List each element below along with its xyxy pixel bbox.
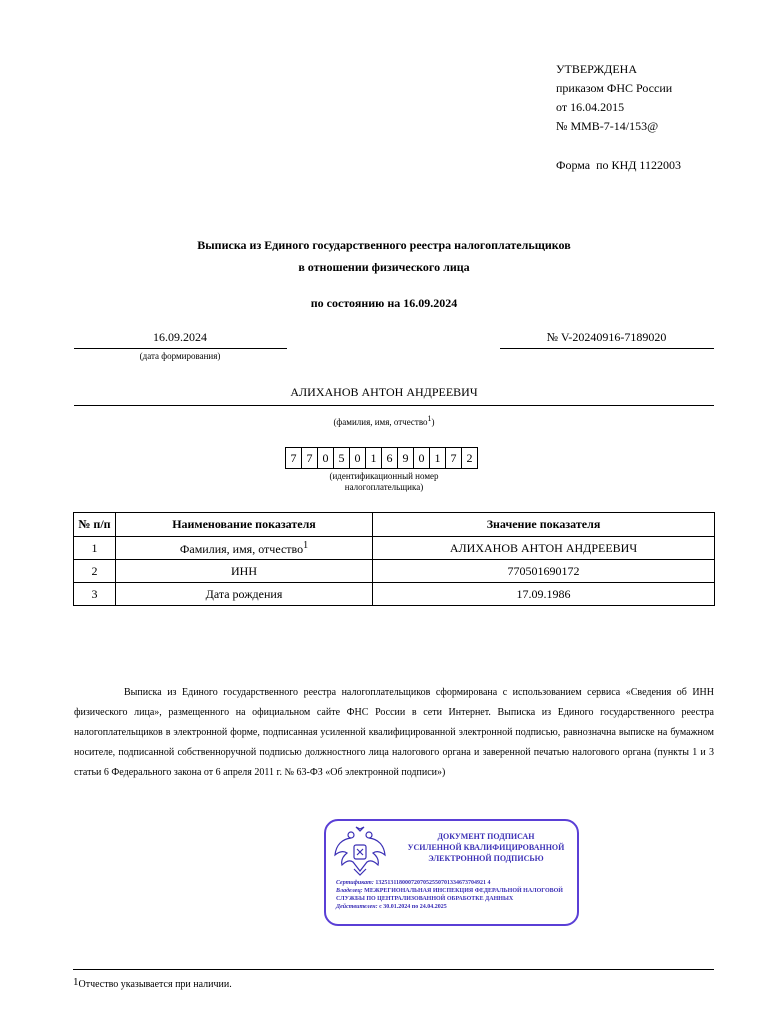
footnote-ref: 1 bbox=[303, 539, 309, 551]
column-header-value: Значение показателя bbox=[373, 513, 715, 537]
approval-line: № ММВ-7-14/153@ bbox=[556, 119, 659, 133]
person-full-name: АЛИХАНОВ АНТОН АНДРЕЕВИЧ bbox=[290, 385, 478, 399]
form-code: Форма по КНД 1122003 bbox=[556, 158, 681, 172]
footnote bbox=[73, 976, 232, 990]
approval-line: приказом ФНС России bbox=[556, 81, 673, 95]
divider bbox=[74, 405, 714, 406]
validity-row bbox=[336, 903, 576, 911]
stamp-title-line: УСИЛЕННОЙ КВАЛИФИЦИРОВАННОЙ bbox=[407, 843, 565, 852]
owner-label: Владелец: bbox=[336, 888, 363, 894]
column-header-name: Наименование показателя bbox=[116, 513, 373, 537]
legal-paragraph: Выписка из Единого государственного реестра налогоплательщиков сформирована с использованием сервиса «Сведения об ИНН физического лица», размещенного на официальном сайте ФНС России в сети Интернет. Выписка из Единого государственного реестра налогоплательщиков в электронной форме, подписанная усиленной квалифицированной электронной подписью, равнозначна выписке на бумажном носителе, подписанной собственноручной подписью должностного лица налогового органа и заверенной печатью налогового органа (пункты 1 и 3 статьи 6 Федерального закона от 6 апреля 2011 г. № 63-ФЗ «Об электронной подписи») bbox=[74, 687, 714, 778]
document-title-line2: в отношении физического лица bbox=[298, 260, 470, 274]
stamp-details bbox=[336, 879, 576, 911]
owner-value: МЕЖРЕГИОНАЛЬНАЯ ИНСПЕКЦИЯ ФЕДЕРАЛЬНОЙ НАЛОГОВОЙ СЛУЖБЫ ПО ЦЕНТРАЛИЗОВАННОЙ ОБРАБОТКЕ ДАННЫХ bbox=[336, 888, 563, 902]
validity-label: Действителен: bbox=[336, 904, 378, 910]
inn-digit: 7 bbox=[445, 447, 462, 469]
inn-digit: 1 bbox=[365, 447, 382, 469]
footnote-divider bbox=[73, 969, 714, 970]
row-value: АЛИХАНОВ АНТОН АНДРЕЕВИЧ bbox=[373, 537, 715, 560]
inn-caption-line: налогоплательщика) bbox=[344, 482, 424, 492]
formation-date: 16.09.2024 bbox=[153, 330, 207, 344]
row-name: ИНН bbox=[116, 560, 373, 583]
divider bbox=[74, 348, 287, 349]
inn-digit: 9 bbox=[397, 447, 414, 469]
certificate-value: 1325131180007207052550701334673704921 4 bbox=[375, 880, 491, 886]
divider bbox=[500, 348, 714, 349]
inn-digit-boxes bbox=[286, 447, 478, 469]
table-row bbox=[74, 537, 715, 560]
approval-line: от 16.04.2015 bbox=[556, 100, 625, 114]
indicators-table bbox=[73, 512, 715, 606]
owner-row bbox=[336, 887, 576, 903]
row-name bbox=[116, 537, 373, 560]
inn-digit: 7 bbox=[301, 447, 318, 469]
table-header-row bbox=[74, 513, 715, 537]
certificate-row bbox=[336, 879, 576, 887]
row-number: 1 bbox=[74, 537, 116, 560]
inn-digit: 0 bbox=[413, 447, 430, 469]
row-name: Дата рождения bbox=[116, 583, 373, 606]
table-row bbox=[74, 560, 715, 583]
table-row bbox=[74, 583, 715, 606]
inn-digit: 6 bbox=[381, 447, 398, 469]
row-number: 3 bbox=[74, 583, 116, 606]
e-signature-stamp bbox=[324, 819, 579, 926]
formation-date-caption: (дата формирования) bbox=[139, 351, 221, 361]
stamp-title bbox=[396, 831, 576, 864]
validity-value: с 30.01.2024 по 24.04.2025 bbox=[379, 904, 447, 910]
row-number: 2 bbox=[74, 560, 116, 583]
certificate-label: Сертификат: bbox=[336, 880, 374, 886]
inn-digit: 5 bbox=[333, 447, 350, 469]
approval-block bbox=[556, 60, 672, 136]
caption-text: (фамилия, имя, отчество bbox=[333, 417, 428, 427]
footnote-marker: 1 bbox=[73, 976, 79, 988]
row-value: 770501690172 bbox=[373, 560, 715, 583]
row-value: 17.09.1986 bbox=[373, 583, 715, 606]
stamp-title-line: ЭЛЕКТРОННОЙ ПОДПИСЬЮ bbox=[428, 854, 544, 863]
inn-digit: 1 bbox=[429, 447, 446, 469]
document-number: № V-20240916-7189020 bbox=[546, 330, 667, 344]
coat-of-arms-icon bbox=[332, 825, 388, 882]
inn-digit: 2 bbox=[461, 447, 478, 469]
approval-line: УТВЕРЖДЕНА bbox=[556, 62, 638, 76]
row-name-text: Фамилия, имя, отчество bbox=[179, 541, 304, 556]
inn-caption-line: (идентификационный номер bbox=[329, 471, 439, 481]
document-title-line1: Выписка из Единого государственного реестра налогоплательщиков bbox=[197, 238, 571, 252]
document-title-date: по состоянию на 16.09.2024 bbox=[310, 296, 458, 310]
column-header-number: № п/п bbox=[74, 513, 116, 537]
caption-text: ) bbox=[431, 417, 435, 427]
stamp-title-line: ДОКУМЕНТ ПОДПИСАН bbox=[437, 832, 535, 841]
inn-caption bbox=[0, 471, 768, 493]
footnote-text: Отчество указывается при наличии. bbox=[78, 979, 232, 990]
inn-digit: 0 bbox=[349, 447, 366, 469]
footnote-ref: 1 bbox=[427, 414, 432, 423]
inn-digit: 0 bbox=[317, 447, 334, 469]
inn-digit: 7 bbox=[285, 447, 302, 469]
full-name-caption bbox=[0, 414, 768, 427]
